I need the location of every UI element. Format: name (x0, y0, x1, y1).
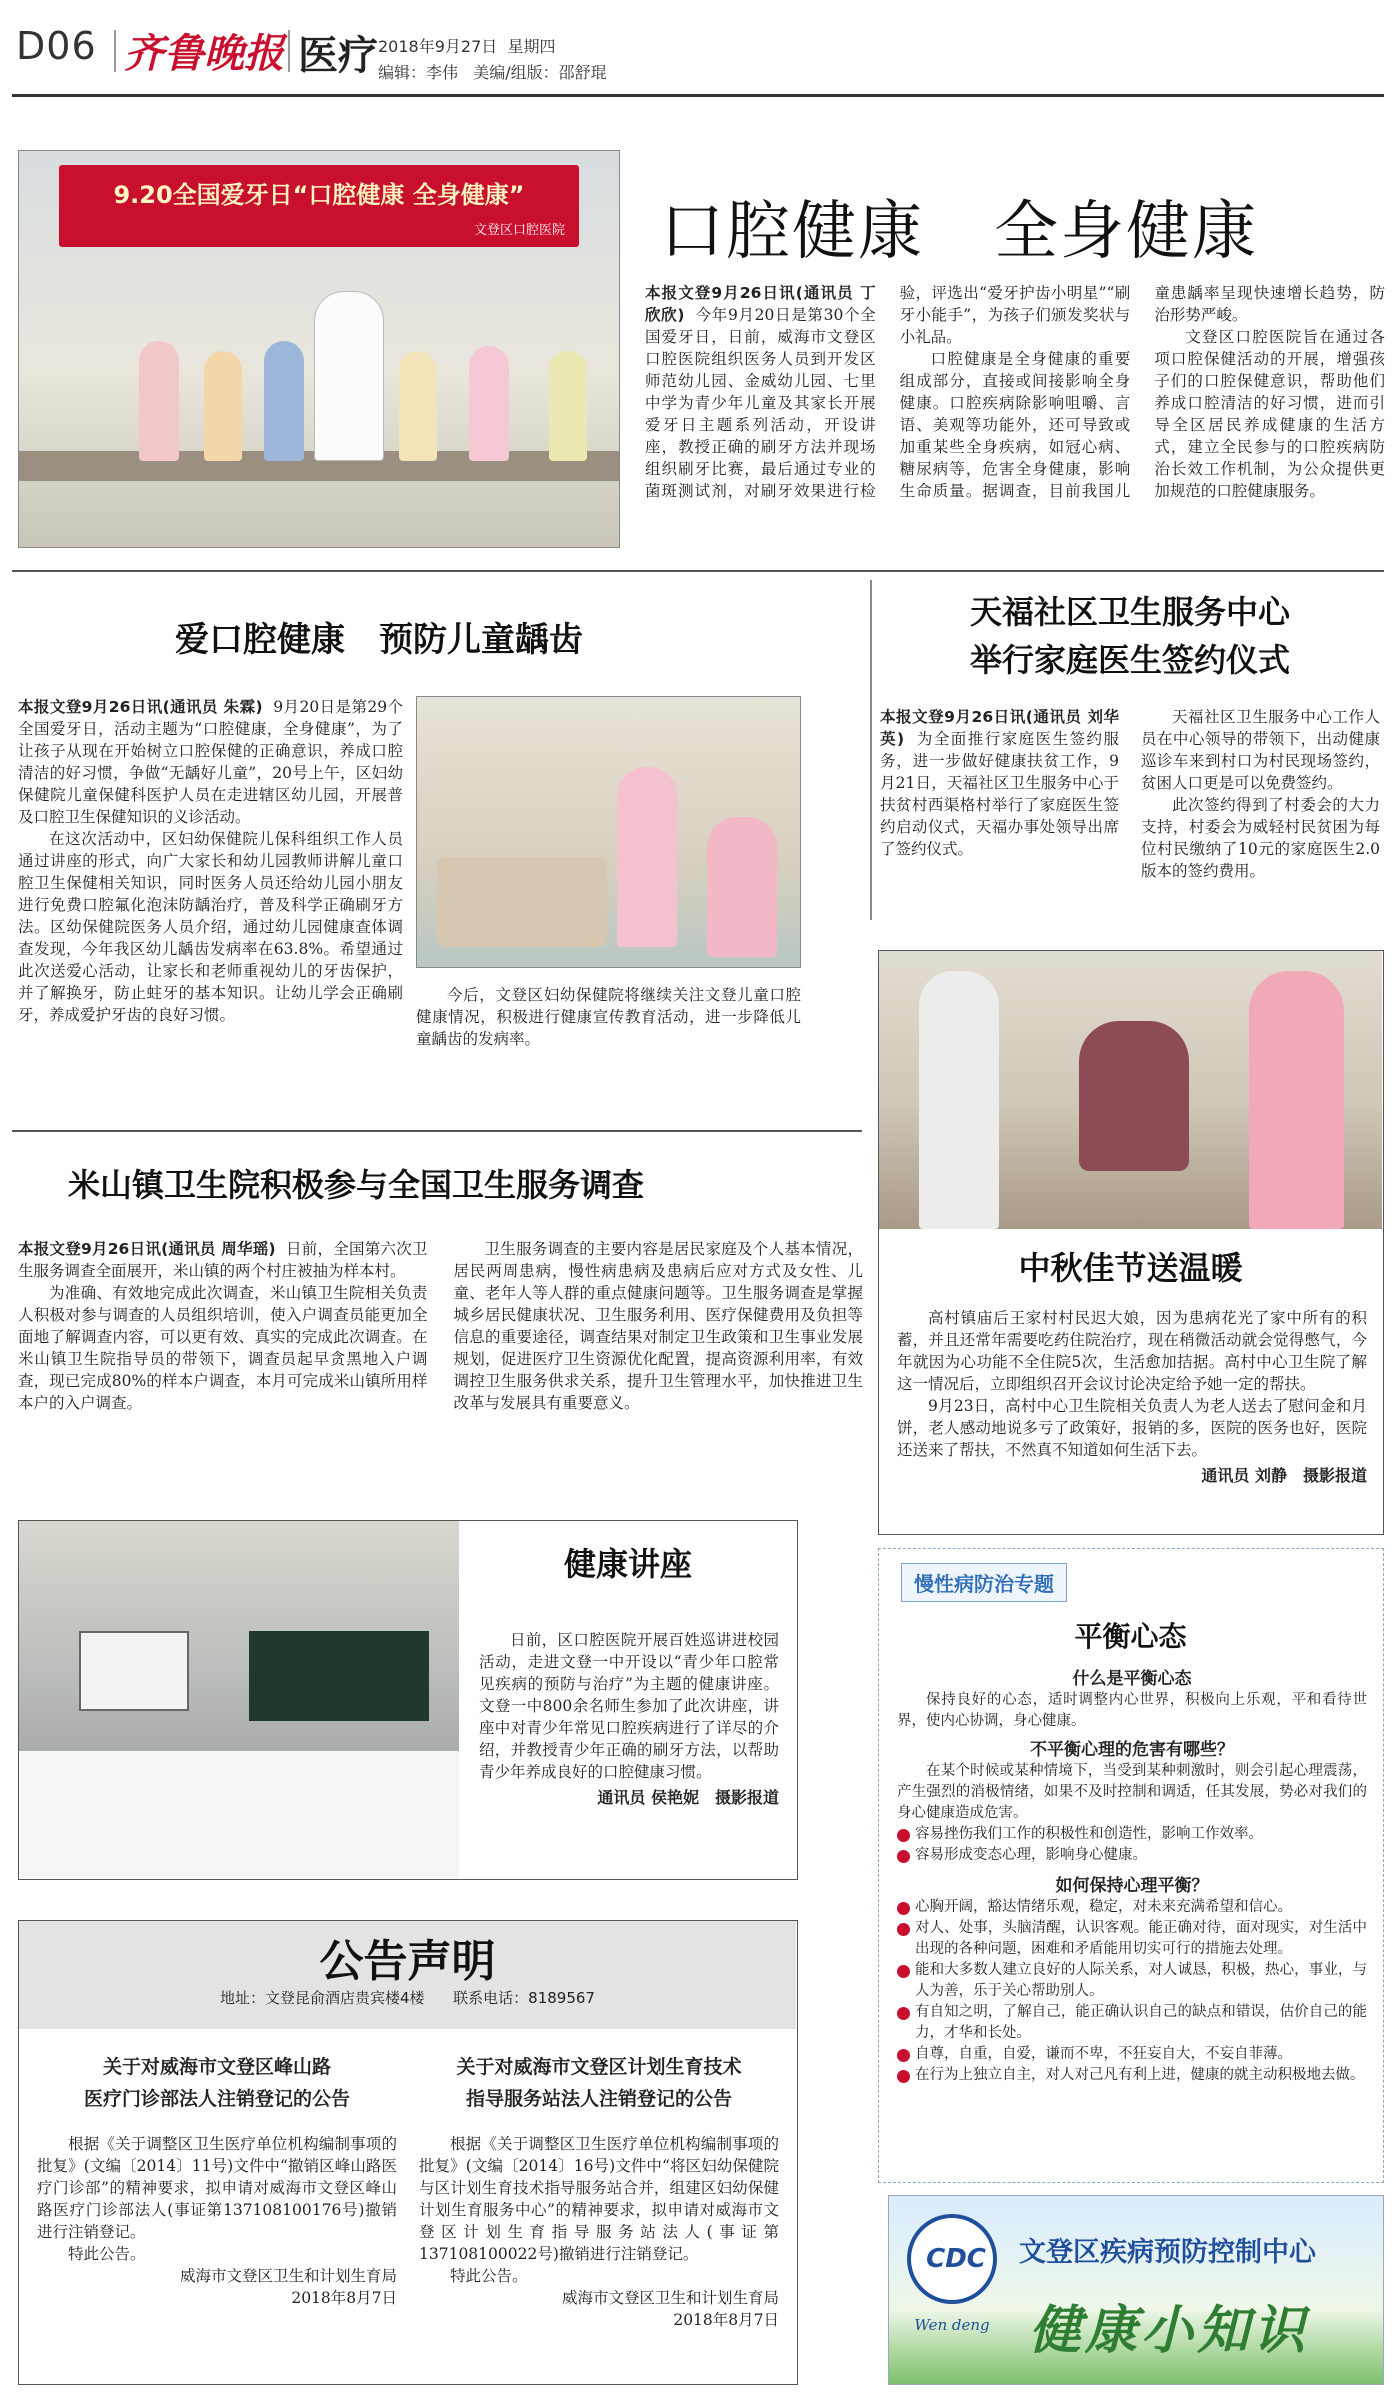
caries-col1 (18, 696, 403, 1026)
notice-2-body: 根据《关于调整区卫生医疗单位机构编制事项的批复》(文编〔2014〕16号)文件中“将区妇幼保健院与区计划生育技术指导服务站合并，组建区妇幼保健计划生育服务中心”的精神要求，拟申请对威海市文登区计划生育指导服务站法人(事证第137108100022号)撤销进行注销登记。 特此公告。 威海市文登区卫生和计划生育局 2018年8月7日 (419, 2135, 779, 2329)
caries-body (18, 696, 863, 1116)
notice-header (19, 1921, 796, 2029)
notice-1-date: 2018年8月7日 (291, 2289, 397, 2307)
chronic-a1: 保持良好的心态，适时调整内心世界，积极向上乐观，平和看待世界，使内心协调，身心健康。 (897, 1692, 1367, 1729)
rule-vertical-mid (870, 580, 872, 920)
cdc-org-name: 文登区疾病预防控制中心 (1019, 2237, 1316, 2268)
cdc-slogan: 健康小知识 (1029, 2300, 1310, 2361)
chronic-tip-4: 有自知之明，了解自己，能正确认识自己的缺点和错误，估价自己的能力，才华和长处。 (897, 2002, 1367, 2044)
cdc-logo (907, 2214, 997, 2304)
caries-col2 (416, 984, 801, 1050)
lead-paragraph-1: 本报文登9月26日讯(通讯员 丁欣欣) 今年9月20日是第30个全国爱牙日，日前，威海市文登区口腔医院组织医务人员到开发区师范幼儿园、金威幼儿园、七里中学为青少年儿童及其家长开展爱牙日主题系列活动，开设讲座，教授正确的刷牙方法并现场组织刷牙比赛，最后通过专业的菌斑测试剂，对刷牙效果进行检验，评选出“爱牙护齿小明星”“刷牙小能手”，为孩子们颁发奖状与小礼品。 (645, 284, 1131, 500)
page-number: D06 (16, 24, 97, 68)
midautumn-signature: 通讯员 刘静 摄影报道 (1201, 1466, 1367, 1485)
cdc-logo-text: CDC (926, 2244, 986, 2274)
midautumn-paragraph-1: 高村镇庙后王家村村民迟大娘，因为患病花光了家中所有的积蓄，并且还常年需要吃药住院治疗，现在稍微活动就会觉得憋气，今年就因为心功能不全住院5次，生活愈加拮据。高村中心卫生院了解这一情况后，立即组织召开会议讨论决定给予她一定的帮扶。 (897, 1309, 1367, 1393)
chronic-tip-2: 对人、处事，头脑清醒，认识客观。能正确对待，面对现实，对生活中出现的各种问题，困难和矛盾能用切实可行的措施去处理。 (897, 1918, 1367, 1960)
tianfu-title-1: 天福社区卫生服务中心 (969, 593, 1290, 631)
lead-title-1: 口腔健康 (660, 195, 924, 269)
caries-byline: 本报文登9月26日讯(通讯员 朱霖) (18, 698, 263, 716)
chronic-q3: 如何保持心理平衡？ (1055, 1876, 1209, 1896)
bullet-icon (897, 1829, 910, 1842)
bullet-icon (897, 1902, 910, 1915)
nurse-figure (1249, 971, 1344, 1229)
rule-lead-bottom (12, 570, 1384, 572)
lead-paragraph-3: 文登区口腔医院旨在通过各项口腔保健活动的开展，增强孩子们的口腔保健意识，帮助他们养成口腔清洁的好习惯，进而引导全区居民养成健康的生活方式，建立全民参与的口腔疾病防治长效工作机制，为公众提供更加规范的口腔健康服务。 (1154, 328, 1385, 500)
tianfu-title-2: 举行家庭医生签约仪式 (969, 641, 1290, 679)
tianfu-body (880, 706, 1380, 916)
banner-sub: 文登区口腔医院 (473, 223, 565, 238)
chronic-harm-1: 容易挫伤我们工作的积极性和创造性，影响工作效率。 (897, 1824, 1367, 1845)
caries-paragraph-1: 本报文登9月26日讯(通讯员 朱霖) 9月20日是第29个全国爱牙日，活动主题为“口腔健康，全身健康”，为了让孩子从现在开始树立口腔保健的正确意识，养成口腔清洁的好习惯，争做“无龋好儿童”，20号上午，区妇幼保健院儿童保健科医护人员在走进辖区幼儿园，开展普及口腔卫生保健知识的义诊活动。 (18, 698, 404, 826)
notice-1-issuer: 威海市文登区卫生和计划生育局 (179, 2267, 397, 2285)
notice-address: 地址：文登昆俞酒店贵宾楼4楼 (220, 1989, 425, 2007)
child-figure (399, 351, 437, 461)
chronic-tip-1: 心胸开阔，豁达情绪乐观，稳定，对未来充满希望和信心。 (897, 1897, 1367, 1918)
caries-paragraph-2: 在这次活动中，区妇幼保健院儿保科组织工作人员通过讲座的形式，向广大家长和幼儿园教师讲解儿童口腔卫生保健相关知识，同时医务人员还给幼儿园小朋友进行免费口腔氟化泡沫防龋治疗，普及科学正确刷牙方法。区幼保健院医务人员介绍，通过幼儿园健康查体调查发现，今年我区幼儿龋齿发病率在63.8%。希望通过此次送爱心活动，让家长和老师重视幼儿的牙齿保护，并了解换牙，防止蛀牙的基本知识。让幼儿学会正确刷牙，养成爱护牙齿的良好习惯。 (18, 830, 403, 1024)
tianfu-headline (880, 588, 1380, 684)
cdc-ad (888, 2195, 1384, 2385)
chronic-tip-3: 能和大多数人建立良好的人际关系，对人诚恳，积极，热心，事业，与人为善，乐于关心帮助别人。 (897, 1960, 1367, 2002)
lead-body (645, 282, 1385, 552)
lecture-photo-auditorium (19, 1521, 459, 1878)
masthead (0, 0, 1395, 98)
section-name: 医疗 (298, 33, 378, 79)
students-rows (19, 1751, 459, 1878)
children-row (437, 857, 607, 947)
notice-1-title: 关于对威海市文登区峰山路 医疗门诊部法人注销登记的公告 (83, 2056, 350, 2110)
issue-date (378, 34, 555, 57)
midautumn-headline: 中秋佳节送温暖 (1018, 1249, 1243, 1287)
survey-paragraph-1: 本报文登9月26日讯(通讯员 周华瑶) 日前，全国第六次卫生服务调查全面展开，米山镇的两个村庄被抽为样本村。 (18, 1240, 428, 1280)
chronic-badge: 慢性病防治专题 (901, 1563, 1067, 1602)
teacher-figure (617, 767, 677, 947)
tianfu-paragraph-3: 此次签约得到了村委会的大力支持，村委会为威轻村民贫困为每位村民缴纳了10元的家庭医生2.0版本的签约费用。 (1141, 796, 1380, 880)
chronic-harm-2: 容易形成变态心理，影响身心健康。 (897, 1845, 1367, 1866)
survey-byline: 本报文登9月26日讯(通讯员 周华瑶) (18, 1240, 276, 1258)
lead-paragraph-2: 口腔健康是全身健康的重要组成部分，直接或间接影响全身健康。口腔疾病除影响咀嚼、言语、美观等功能外，还可导致或加重某些全身疾病，如冠心病、糖尿病等，危害全身健康，影响生命质量。据调查，目前我国儿童患龋率呈现快速增长趋势，防治形势严峻。 (899, 284, 1385, 500)
notice-section (18, 1920, 798, 2385)
masthead-divider-2 (288, 30, 290, 72)
caries-headline: 爱口腔健康 预防儿童龋齿 (175, 620, 583, 660)
chronic-q2: 不平衡心理的危害有哪些？ (1030, 1740, 1234, 1760)
notice-section-title: 公告声明 (319, 1936, 496, 1987)
child-figure (139, 341, 179, 461)
notice-1-body: 根据《关于调整区卫生医疗单位机构编制事项的批复》(文编〔2014〕11号)文件中“撤销区峰山路医疗门诊部”的精神要求，拟申请对威海市文登区峰山路医疗门诊部法人(事证第137108100176号)撤销进行注销登记。 特此公告。 威海市文登区卫生和计划生育局 2018年8月7日 (37, 2135, 397, 2307)
midautumn-box (878, 950, 1384, 1535)
notice-contact (19, 1987, 796, 2008)
child-figure (204, 351, 242, 461)
editor-text: 编辑：李伟 (378, 63, 459, 82)
bullet-icon (897, 2007, 910, 2020)
midautumn-photo-visit (879, 951, 1382, 1229)
lead-headline (660, 180, 1380, 272)
caries-photo-classroom (416, 696, 801, 968)
survey-paragraph-2: 为准确、有效地完成此次调查，米山镇卫生院相关负责人积极对参与调查的人员组织培训，使入户调查员能更加全面地了解调查内容，可以更有效、真实的完成此次调查。在米山镇卫生院指导员的带领下，调查员起早贪黑地入户调查，现已完成80%的样本户调查，本月可完成米山镇所用样本户的入户调查。 (18, 1284, 428, 1412)
blackboard (249, 1631, 429, 1721)
lecture-paragraph: 日前，区口腔医院开展百姓巡讲进校园活动，走进文登一中开设以“青少年口腔常见疾病的预防与治疗”为主题的健康讲座。文登一中800余名师生参加了此次讲座，讲座中对青少年常见口腔疾病进行了详尽的介绍，并教授青少年正确的刷牙方法，以帮助青少年养成良好的口腔健康习惯。 (479, 1631, 779, 1781)
chronic-title: 平衡心态 (1074, 1620, 1187, 1653)
notice-1 (37, 2051, 397, 2309)
chronic-column (878, 1548, 1384, 2183)
tianfu-paragraph-1: 本报文登9月26日讯(通讯员 刘华英) 为全面推行家庭医生签约服务，进一步做好健康扶贫工作，9月21日，天福社区卫生服务中心于扶贫村西渠格村举行了家庭医生签约启动仪式，天福办事处领导出席了签约仪式。 (880, 708, 1119, 858)
chronic-content (897, 1669, 1367, 2086)
masthead-rule (12, 94, 1384, 97)
child-figure (549, 351, 587, 461)
tianfu-paragraph-2: 天福社区卫生服务中心工作人员在中心领导的带领下，出动健康巡诊车来到村口为村民现场签约，贫困人口更是可以免费签约。 (1141, 708, 1380, 792)
elder-figure (1079, 1021, 1189, 1171)
editor-credits (378, 60, 607, 83)
official-figure (919, 971, 999, 1229)
notice-1-closing: 特此公告。 (68, 2245, 146, 2263)
tianfu-byline: 本报文登9月26日讯(通讯员 刘华英) (880, 708, 1119, 748)
date-text: 2018年9月27日 (378, 37, 498, 56)
bullet-icon (897, 2049, 910, 2062)
chronic-a2: 在某个时候或某种情境下，当受到某种刺激时，则会引起心理震荡，产生强烈的消极情绪，如果不及时控制和调适，任其发展，势必对我们的身心健康造成危害。 (897, 1763, 1367, 1821)
chronic-tip-5: 自尊，自重，自爱，谦而不卑，不狂妄自大，不妄自菲薄。 (897, 2044, 1367, 2065)
lead-title-2: 全身健康 (994, 195, 1258, 269)
banner (59, 165, 579, 247)
chronic-tip-6: 在行为上独立自主，对人对己凡有利上进，健康的就主动积极地去做。 (897, 2065, 1367, 2086)
weekday-text: 星期四 (507, 37, 556, 56)
notice-2 (419, 2051, 779, 2331)
notice-2-issuer: 威海市文登区卫生和计划生育局 (561, 2289, 779, 2307)
rule-caries-bottom (12, 1130, 862, 1132)
survey-body (18, 1238, 863, 1508)
child-figure (469, 346, 509, 461)
notice-2-title: 关于对威海市文登区计划生育技术 指导服务站法人注销登记的公告 (456, 2056, 742, 2110)
bullet-icon (897, 1923, 910, 1936)
doctor-figure (707, 817, 777, 957)
child-figure (264, 341, 304, 461)
lead-byline: 本报文登9月26日讯(通讯员 丁欣欣) (645, 284, 876, 324)
survey-paragraph-3: 卫生服务调查的主要内容是居民家庭及个人基本情况，居民两周患病，慢性病患病及患病后应对方式及女性、儿童、老年人等人群的重点健康问题等。卫生服务调查是掌握城乡居民健康状况、卫生服务利用、医疗保健费用及负担等信息的重要途径，调查结果对制定卫生政策和卫生事业发展规划，促进医疗卫生资源优化配置，提高资源利用率，有效调控卫生服务供求关系，提升卫生管理水平，加快推进卫生改革与发展具有重要意义。 (453, 1240, 863, 1412)
banner-text: 9.20全国爱牙日“口腔健康 全身健康” (113, 181, 525, 209)
midautumn-body (897, 1307, 1367, 1487)
cdc-logo-sub: Wen deng (914, 2316, 990, 2334)
paper-name-logo: 齐鲁晚报 (124, 30, 284, 77)
lead-photo-kids-brushing (18, 150, 620, 548)
midautumn-paragraph-2: 9月23日，高村中心卫生院相关负责人为老人送去了慰问金和月饼，老人感动地说多亏了政策好，报销的多，医院的医务也好，医院还送来了帮扶，不然真不知道如何生活下去。 (897, 1397, 1367, 1459)
lecture-headline: 健康讲座 (563, 1545, 692, 1583)
notice-phone: 联系电话：8189567 (453, 1989, 595, 2007)
masthead-divider (114, 30, 116, 72)
survey-headline: 米山镇卫生院积极参与全国卫生服务调查 (68, 1166, 645, 1204)
bullet-icon (897, 1965, 910, 1978)
lecture-body (479, 1629, 779, 1809)
projection-screen (79, 1631, 189, 1711)
designer-text: 美编/组版：邵舒琨 (473, 63, 607, 82)
notice-2-closing: 特此公告。 (450, 2267, 528, 2285)
bullet-icon (897, 1850, 910, 1863)
chronic-q1: 什么是平衡心态 (1072, 1669, 1192, 1689)
bullet-icon (897, 2070, 910, 2083)
nurse-figure (314, 291, 384, 461)
notice-2-date: 2018年8月7日 (673, 2311, 779, 2329)
lecture-box (18, 1520, 798, 1880)
lecture-signature: 通讯员 侯艳妮 摄影报道 (597, 1788, 779, 1807)
caries-paragraph-3: 今后，文登区妇幼保健院将继续关注文登儿童口腔健康情况，积极进行健康宣传教育活动，进一步降低儿童龋齿的发病率。 (416, 986, 801, 1048)
